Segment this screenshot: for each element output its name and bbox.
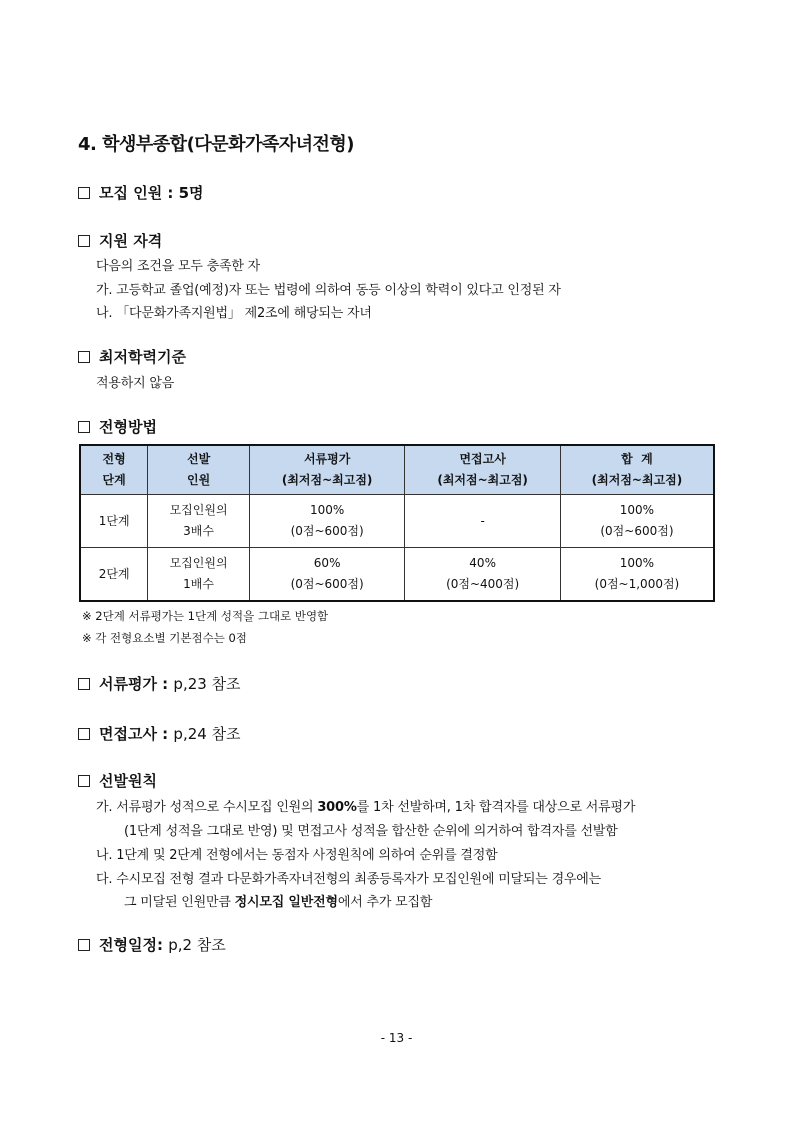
method-note: ※ 2단계 서류평가는 1단계 성적을 그대로 반영함 [82,609,329,623]
principle-line-na: 나. 1단계 및 2단계 전형에서는 동점자 사정원칙에 의하여 순위를 결정함 [96,848,498,863]
principle-line-ga: 가. 서류평가 성적으로 수시모집 인원의 300%를 1차 선발하며, 1차 합격자를 대상으로 서류평가 [96,800,636,815]
cell-count: 모집인원의 1배수 [148,548,250,602]
section-ref: p,24 참조 [173,725,241,743]
section-schedule [78,934,226,955]
cell-interview: - [405,495,561,548]
section-label: 면접고사 : [99,725,169,743]
header-stage: 전형 단계 [80,445,148,495]
checkbox-square-icon [78,351,90,363]
header-interview: 면접고사 (최저점~최고점) [405,445,561,495]
section-label: 전형방법 [99,418,157,436]
section-label: 모집 인원 : 5명 [99,184,204,202]
header-total: 합 계 (최저점~최고점) [560,445,714,495]
principle-line-da-cont: 그 미달된 인원만큼 정시모집 일반전형에서 추가 모집함 [124,895,433,910]
section-minimum [78,346,186,367]
checkbox-square-icon [78,187,90,199]
table-row [80,495,714,548]
table-row [80,548,714,602]
cell-total: 100% (0점~1,000점) [560,548,714,602]
method-note: ※ 각 전형요소별 기본점수는 0점 [82,631,247,645]
section-label: 최저학력기준 [99,348,186,366]
cell-stage: 1단계 [80,495,148,548]
cell-stage: 2단계 [80,548,148,602]
section-document-eval [78,673,241,694]
cell-total: 100% (0점~600점) [560,495,714,548]
section-recruit [78,182,204,203]
eligibility-line: 다음의 조건을 모두 충족한 자 [96,259,261,274]
principle-line-ga-cont: (1단계 성적을 그대로 반영) 및 면접고사 성적을 합산한 순위에 의거하여 합격자를 선발함 [124,824,618,839]
section-method [78,416,157,437]
eligibility-line: 가. 고등학교 졸업(예정)자 또는 법령에 의하여 동등 이상의 학력이 있다고 인정된 자 [96,283,561,298]
selection-method-table [79,444,715,602]
minimum-text: 적용하지 않음 [96,376,175,391]
cell-document: 60% (0점~600점) [249,548,405,602]
eligibility-line: 나. 「다문화가족지원법」 제2조에 해당되는 자녀 [96,306,372,321]
section-ref: p,23 참조 [173,675,241,693]
checkbox-square-icon [78,235,90,247]
page-number: - 13 - [380,1031,413,1045]
principle-line-da: 다. 수시모집 전형 결과 다문화가족자녀전형의 최종등록자가 모집인원에 미달되는 경우에는 [96,872,601,887]
checkbox-square-icon [78,421,90,433]
table-header-row [80,445,714,495]
cell-document: 100% (0점~600점) [249,495,405,548]
section-eligibility [78,230,162,251]
section-label: 선발원칙 [99,772,157,790]
checkbox-square-icon [78,678,90,690]
section-ref: p,2 참조 [168,936,226,954]
header-document: 서류평가 (최저점~최고점) [249,445,405,495]
section-label: 서류평가 : [99,675,169,693]
cell-count: 모집인원의 3배수 [148,495,250,548]
section-label: 전형일정: [99,936,163,954]
section-label: 지원 자격 [99,232,163,250]
cell-interview: 40% (0점~400점) [405,548,561,602]
page-title: 4. 학생부종합(다문화가족자녀전형) [78,134,355,155]
section-interview-eval [78,723,241,744]
checkbox-square-icon [78,939,90,951]
checkbox-square-icon [78,728,90,740]
checkbox-square-icon [78,775,90,787]
header-count: 선발 인원 [148,445,250,495]
section-principle [78,770,157,791]
